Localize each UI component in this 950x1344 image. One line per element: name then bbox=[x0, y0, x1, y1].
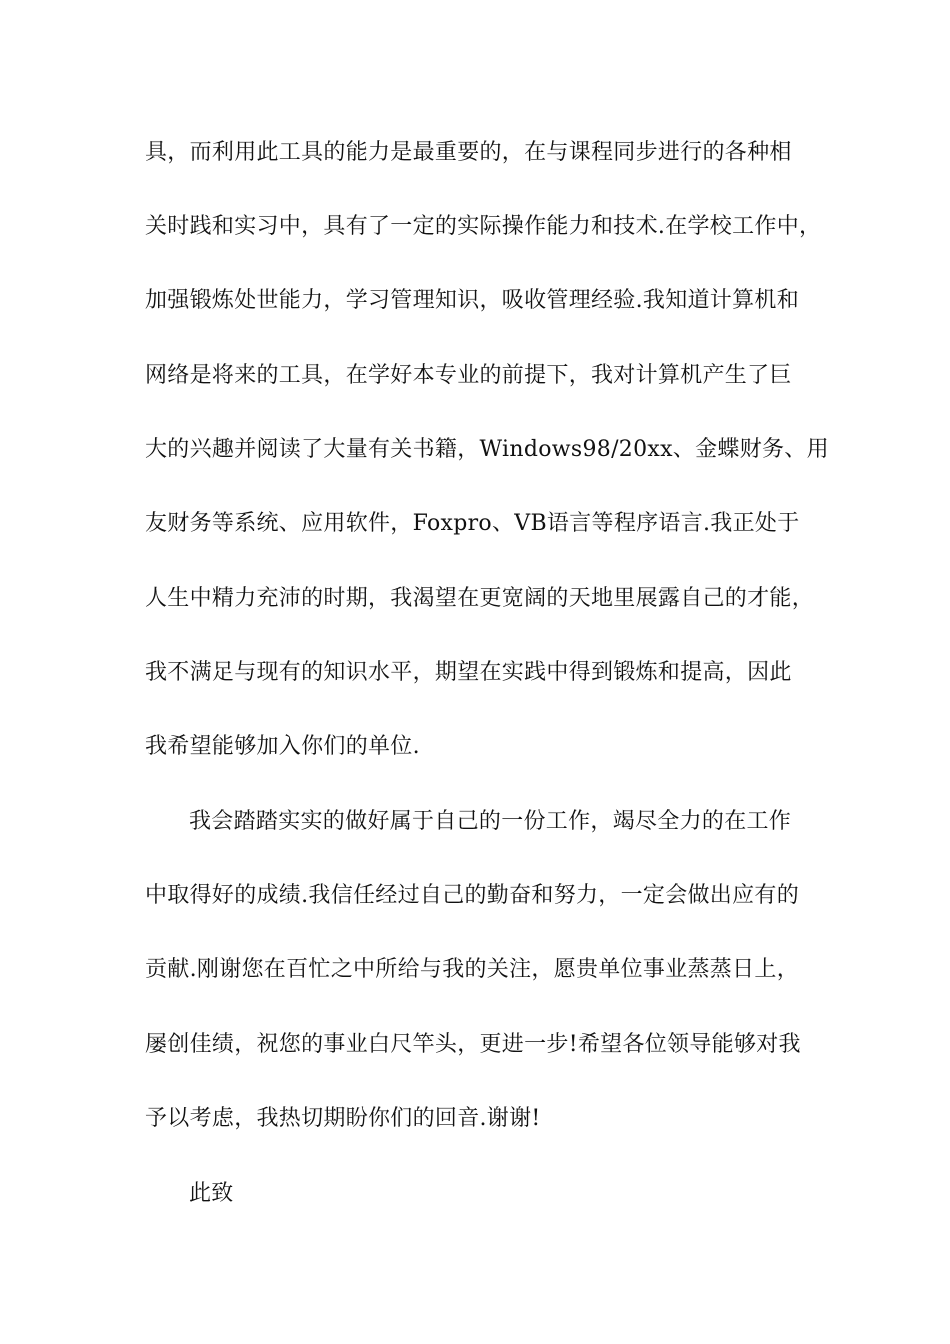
text-line: 屡创佳绩，祝您的事业白尺竿头，更进一步!希望各位领导能够对我 bbox=[145, 1032, 801, 1057]
paragraph-first-line: 我会踏踏实实的做好属于自己的一份工作，竭尽全力的在工作 bbox=[189, 809, 792, 834]
text-line: 网络是将来的工具，在学好本专业的前提下，我对计算机产生了巨 bbox=[145, 363, 792, 388]
closing-salutation: 此致 bbox=[189, 1181, 234, 1206]
text-line: 关时践和实习中，具有了一定的实际操作能力和技术.在学校工作中， bbox=[145, 214, 822, 239]
text-line: 人生中精力充沛的时期，我渴望在更宽阔的天地里展露自己的才能， bbox=[145, 586, 815, 611]
text-line: 友财务等系统、应用软件，Foxpro、VB语言等程序语言.我正处于 bbox=[145, 511, 800, 536]
text-line: 具，而利用此工具的能力是最重要的，在与课程同步进行的各种相 bbox=[145, 140, 792, 165]
text-line: 大的兴趣并阅读了大量有关书籍，Windows98/20xx、金蝶财务、用 bbox=[145, 437, 829, 462]
text-line: 我不满足与现有的知识水平，期望在实践中得到锻炼和提高，因此 bbox=[145, 660, 792, 685]
text-line: 加强锻炼处世能力，学习管理知识，吸收管理经验.我知道计算机和 bbox=[145, 288, 799, 313]
text-line: 贡献.刚谢您在百忙之中所给与我的关注，愿贵单位事业蒸蒸日上， bbox=[145, 957, 799, 982]
text-line: 我希望能够加入你们的单位. bbox=[145, 734, 420, 759]
text-line: 中取得好的成绩.我信任经过自己的勤奋和努力，一定会做出应有的 bbox=[145, 883, 799, 908]
text-line: 予以考虑，我热切期盼你们的回音.谢谢! bbox=[145, 1106, 541, 1131]
